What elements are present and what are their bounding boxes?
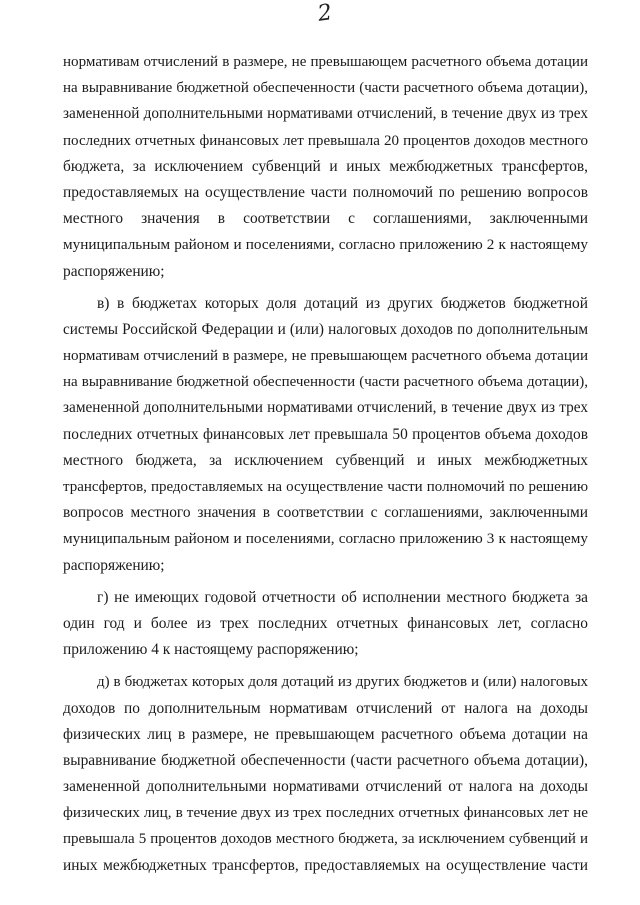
text-line: замененной дополнительными нормативами отчислений, в течение двух из трех <box>63 105 588 123</box>
paragraph-continuation <box>63 49 588 285</box>
text-line: муниципальным районом и поселениями, согласно приложению 3 к настоящему <box>63 530 588 548</box>
text-line: местного бюджета, за исключением субвенций и иных межбюджетных <box>63 451 588 469</box>
text-line: замененной дополнительными нормативами отчислений от налога на доходы <box>63 778 588 796</box>
text-line: последних отчетных финансовых лет превышала 50 процентов объема доходов <box>63 425 588 443</box>
text-line: иных межбюджетных трансфертов, предоставляемых на осуществление части <box>63 856 588 874</box>
text-line: трансфертов, предоставляемых на осуществление части полномочий по решению <box>63 479 588 495</box>
text-line: муниципальным районом и поселениями, согласно приложению 2 к настоящему <box>63 236 588 254</box>
text-line: распоряжению; <box>63 262 165 280</box>
document-body <box>63 49 588 879</box>
text-line: превышала 5 процентов доходов местного бюджета, за исключением субвенций и <box>63 831 588 848</box>
paragraph-item-d <box>63 669 588 879</box>
text-line: бюджета, за исключением субвенций и иных межбюджетных трансфертов, <box>63 157 588 175</box>
text-line: г) не имеющих годовой отчетности об исполнении местного бюджета за <box>97 588 588 606</box>
text-line: физических лиц в размере, не превышающем расчетного объема дотации на <box>63 725 588 743</box>
text-line: один год и более из трех последних отчетных финансовых лет, согласно <box>63 614 588 632</box>
text-line: в) в бюджетах которых доля дотаций из других бюджетов бюджетной <box>97 294 588 312</box>
text-line: местного значения в соответствии с соглашениями, заключенными <box>63 210 588 228</box>
text-line: вопросов местного значения в соответствии с соглашениями, заключенными <box>63 504 588 522</box>
text-line: системы Российской Федерации и (или) налоговых доходов по дополнительным <box>63 320 588 338</box>
text-line: выравнивание бюджетной обеспеченности (части расчетного объема дотации), <box>63 751 588 769</box>
page-number: 2 <box>316 0 334 27</box>
text-line: доходов по дополнительным нормативам отчислений от налога на доходы <box>63 699 588 717</box>
paragraph-item-g <box>63 585 588 664</box>
text-line: на выравнивание бюджетной обеспеченности (части расчетного объема дотации), <box>63 374 588 391</box>
text-line: на выравнивание бюджетной обеспеченности (части расчетного объема дотации), <box>63 80 588 97</box>
text-line: д) в бюджетах которых доля дотаций из других бюджетов и (или) налоговых <box>97 674 588 691</box>
text-line: физических лиц, в течение двух из трех последних отчетных финансовых лет не <box>63 804 588 822</box>
text-line: предоставляемых на осуществление части полномочий по решению вопросов <box>63 183 588 201</box>
text-line: нормативам отчислений в размере, не превышающем расчетного объема дотации <box>63 54 588 70</box>
text-line: распоряжению; <box>63 556 165 574</box>
text-line: последних отчетных финансовых лет превышала 20 процентов доходов местного <box>63 132 588 149</box>
paragraph-item-v <box>63 291 588 579</box>
text-line: замененной дополнительными нормативами отчислений, в течение двух из трех <box>63 399 588 417</box>
text-line: нормативам отчислений в размере, не превышающем расчетного объема дотации <box>63 348 588 365</box>
text-line: приложению 4 к настоящему распоряжению; <box>63 641 359 659</box>
